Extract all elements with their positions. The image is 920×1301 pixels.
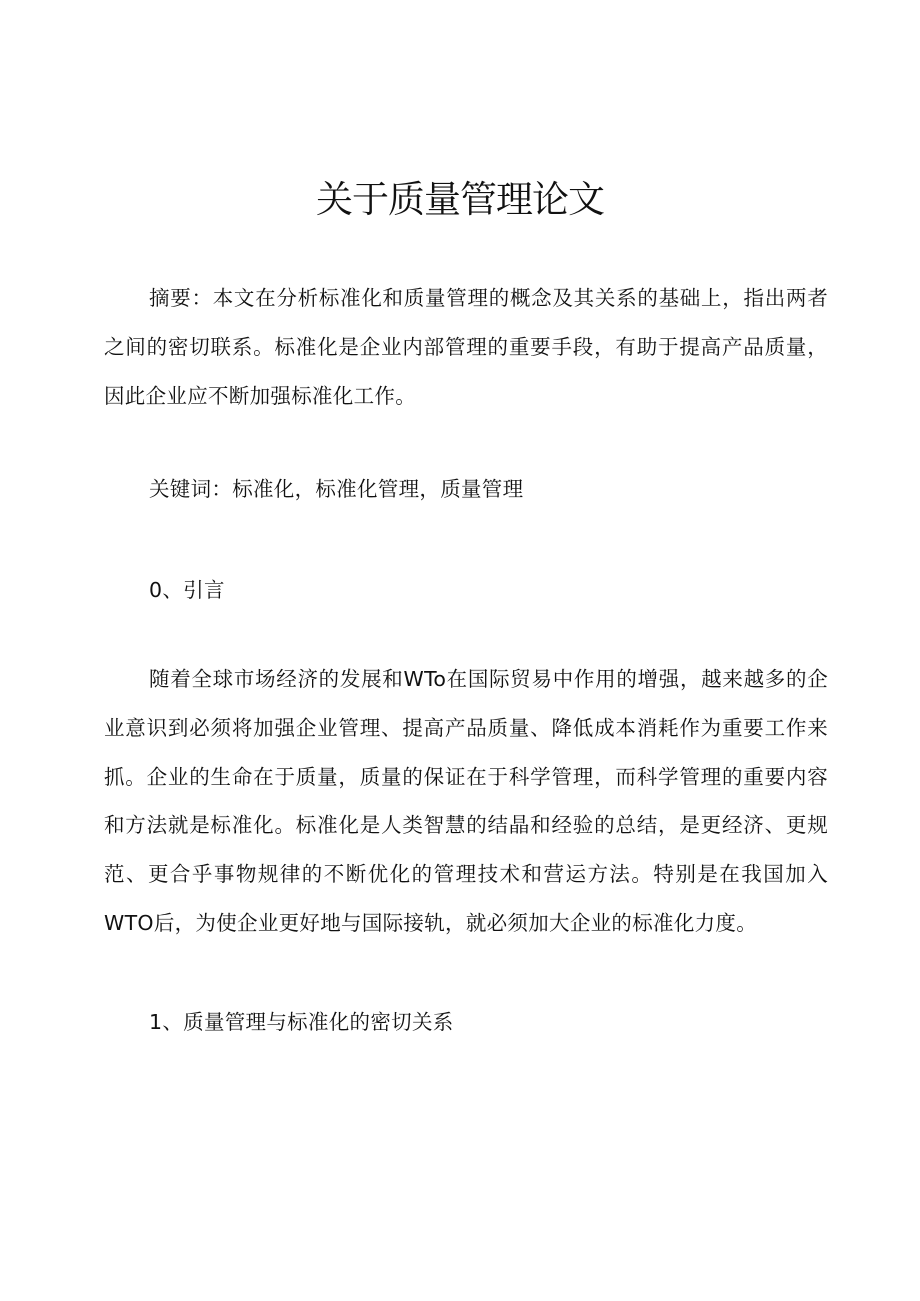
section-heading-quality-standardization: 1、质量管理与标准化的密切关系 [149, 1010, 454, 1034]
abstract-paragraph: 摘要：本文在分析标准化和质量管理的概念及其关系的基础上，指出两者之间的密切联系。标准化是企业内部管理的重要手段，有助于提高产品质量，因此企业应不断加强标准化工作。 [104, 286, 828, 408]
introduction-paragraph: 随着全球市场经济的发展和WTo在国际贸易中作用的增强，越来越多的企业意识到必须将加强企业管理、提高产品质量、降低成本消耗作为重要工作来抓。企业的生命在于质量，质量的保证在于科学管理，而科学管理的重要内容和方法就是标准化。标准化是人类智慧的结晶和经验的总结，是更经济、更规范、更合乎事物规律的不断优化的管理技术和营运方法。特别是在我国加入WTO后，为使企业更好地与国际接轨，就必须加大企业的标准化力度。 [104, 667, 828, 935]
keywords-line: 关键词：标准化，标准化管理，质量管理 [149, 477, 524, 501]
document-title: 关于质量管理论文 [316, 178, 604, 221]
section-heading-introduction: 0、引言 [149, 578, 225, 602]
